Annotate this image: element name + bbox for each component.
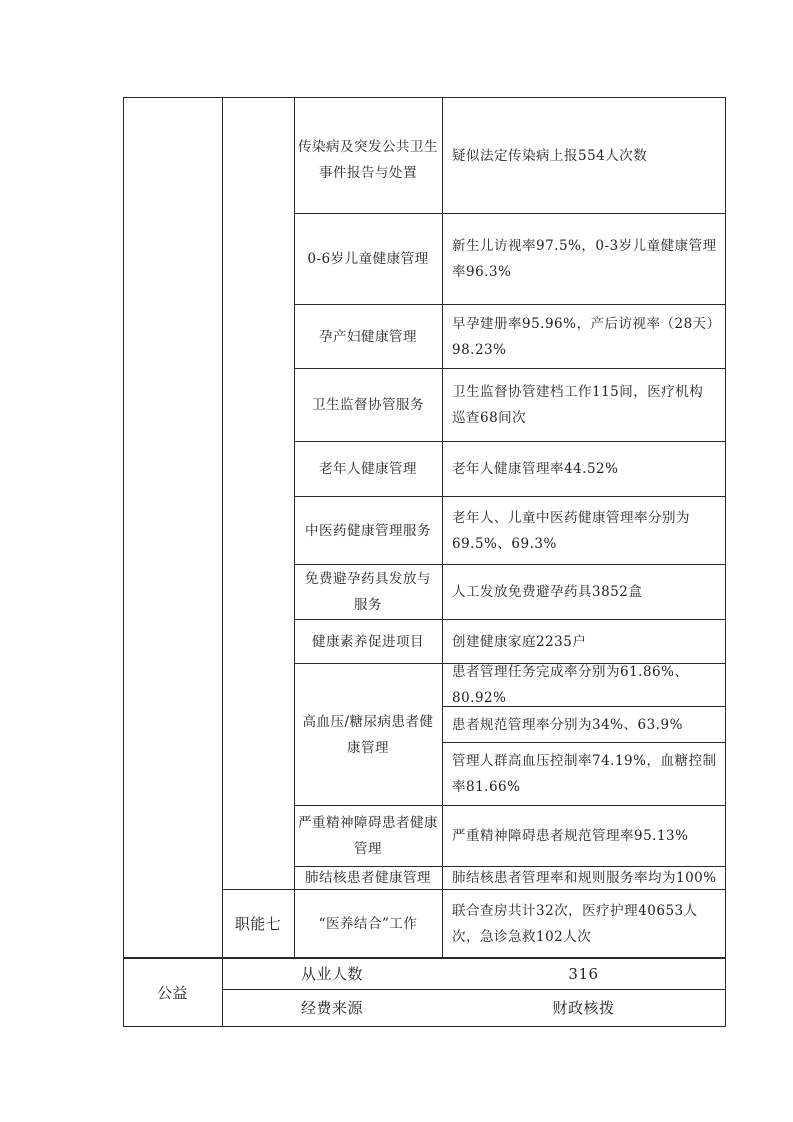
service-item: 严重精神障碍患者健康管理 (298, 815, 438, 857)
service-result: 老年人健康管理率44.52% (452, 461, 619, 477)
funding-source-value: 财政核拨 (552, 999, 615, 1017)
service-item: 0-6岁儿童健康管理 (307, 251, 429, 267)
service-result: 患者规范管理率分别为34%、63.9% (452, 716, 683, 733)
service-item: 老年人健康管理 (319, 461, 417, 477)
service-result: 肺结核患者管理率和规则服务率均为100% (452, 870, 717, 886)
staff-count-value: 316 (568, 965, 599, 983)
service-item: 中医药健康管理服务 (305, 522, 431, 539)
service-result: 老年人、儿童中医药健康管理率分别为69.5%、69.3% (452, 509, 690, 552)
service-result: 卫生监督协管建档工作115间，医疗机构巡查68间次 (452, 384, 704, 426)
service-result: 新生儿访视率97.5%，0-3岁儿童健康管理率96.3% (452, 238, 717, 280)
service-item: 健康素养促进项目 (312, 633, 424, 650)
funding-source-label: 经费来源 (300, 999, 363, 1017)
function-label: 职能七 (234, 914, 282, 933)
service-item: 孕产妇健康管理 (319, 328, 417, 345)
staff-count-label: 从业人数 (300, 965, 363, 983)
service-result: 患者管理任务完成率分别为61.86%、80.92% (452, 664, 689, 706)
service-item: 高血压/糖尿病患者健康管理 (302, 713, 434, 756)
table-border (123, 97, 124, 1027)
column-divider (222, 97, 223, 1027)
service-result: 创建健康家庭2235户 (452, 633, 587, 650)
table-border (725, 97, 726, 1027)
service-item: “医养结合”工作 (318, 915, 418, 932)
table-border (123, 1026, 725, 1027)
service-result: 管理人群高血压控制率74.19%，血糖控制率81.66% (452, 753, 717, 795)
service-result: 联合查房共计32次，医疗护理40653人次，急诊急救102人次 (452, 902, 698, 945)
service-item: 传染病及突发公共卫生事件报告与处置 (298, 139, 438, 181)
service-result: 疑似法定传染病上报554人次数 (452, 147, 648, 164)
service-result: 严重精神障碍患者规范管理率95.13% (452, 828, 689, 844)
service-item: 卫生监督协管服务 (312, 397, 424, 413)
service-item: 免费避孕药具发放与服务 (305, 571, 431, 613)
service-result: 早孕建册率95.96%，产后访视率（28天）98.23% (452, 315, 714, 358)
service-result: 人工发放免费避孕药具3852盒 (452, 584, 643, 600)
service-item: 肺结核患者健康管理 (305, 870, 431, 886)
category-label: 公益 (156, 983, 188, 1002)
